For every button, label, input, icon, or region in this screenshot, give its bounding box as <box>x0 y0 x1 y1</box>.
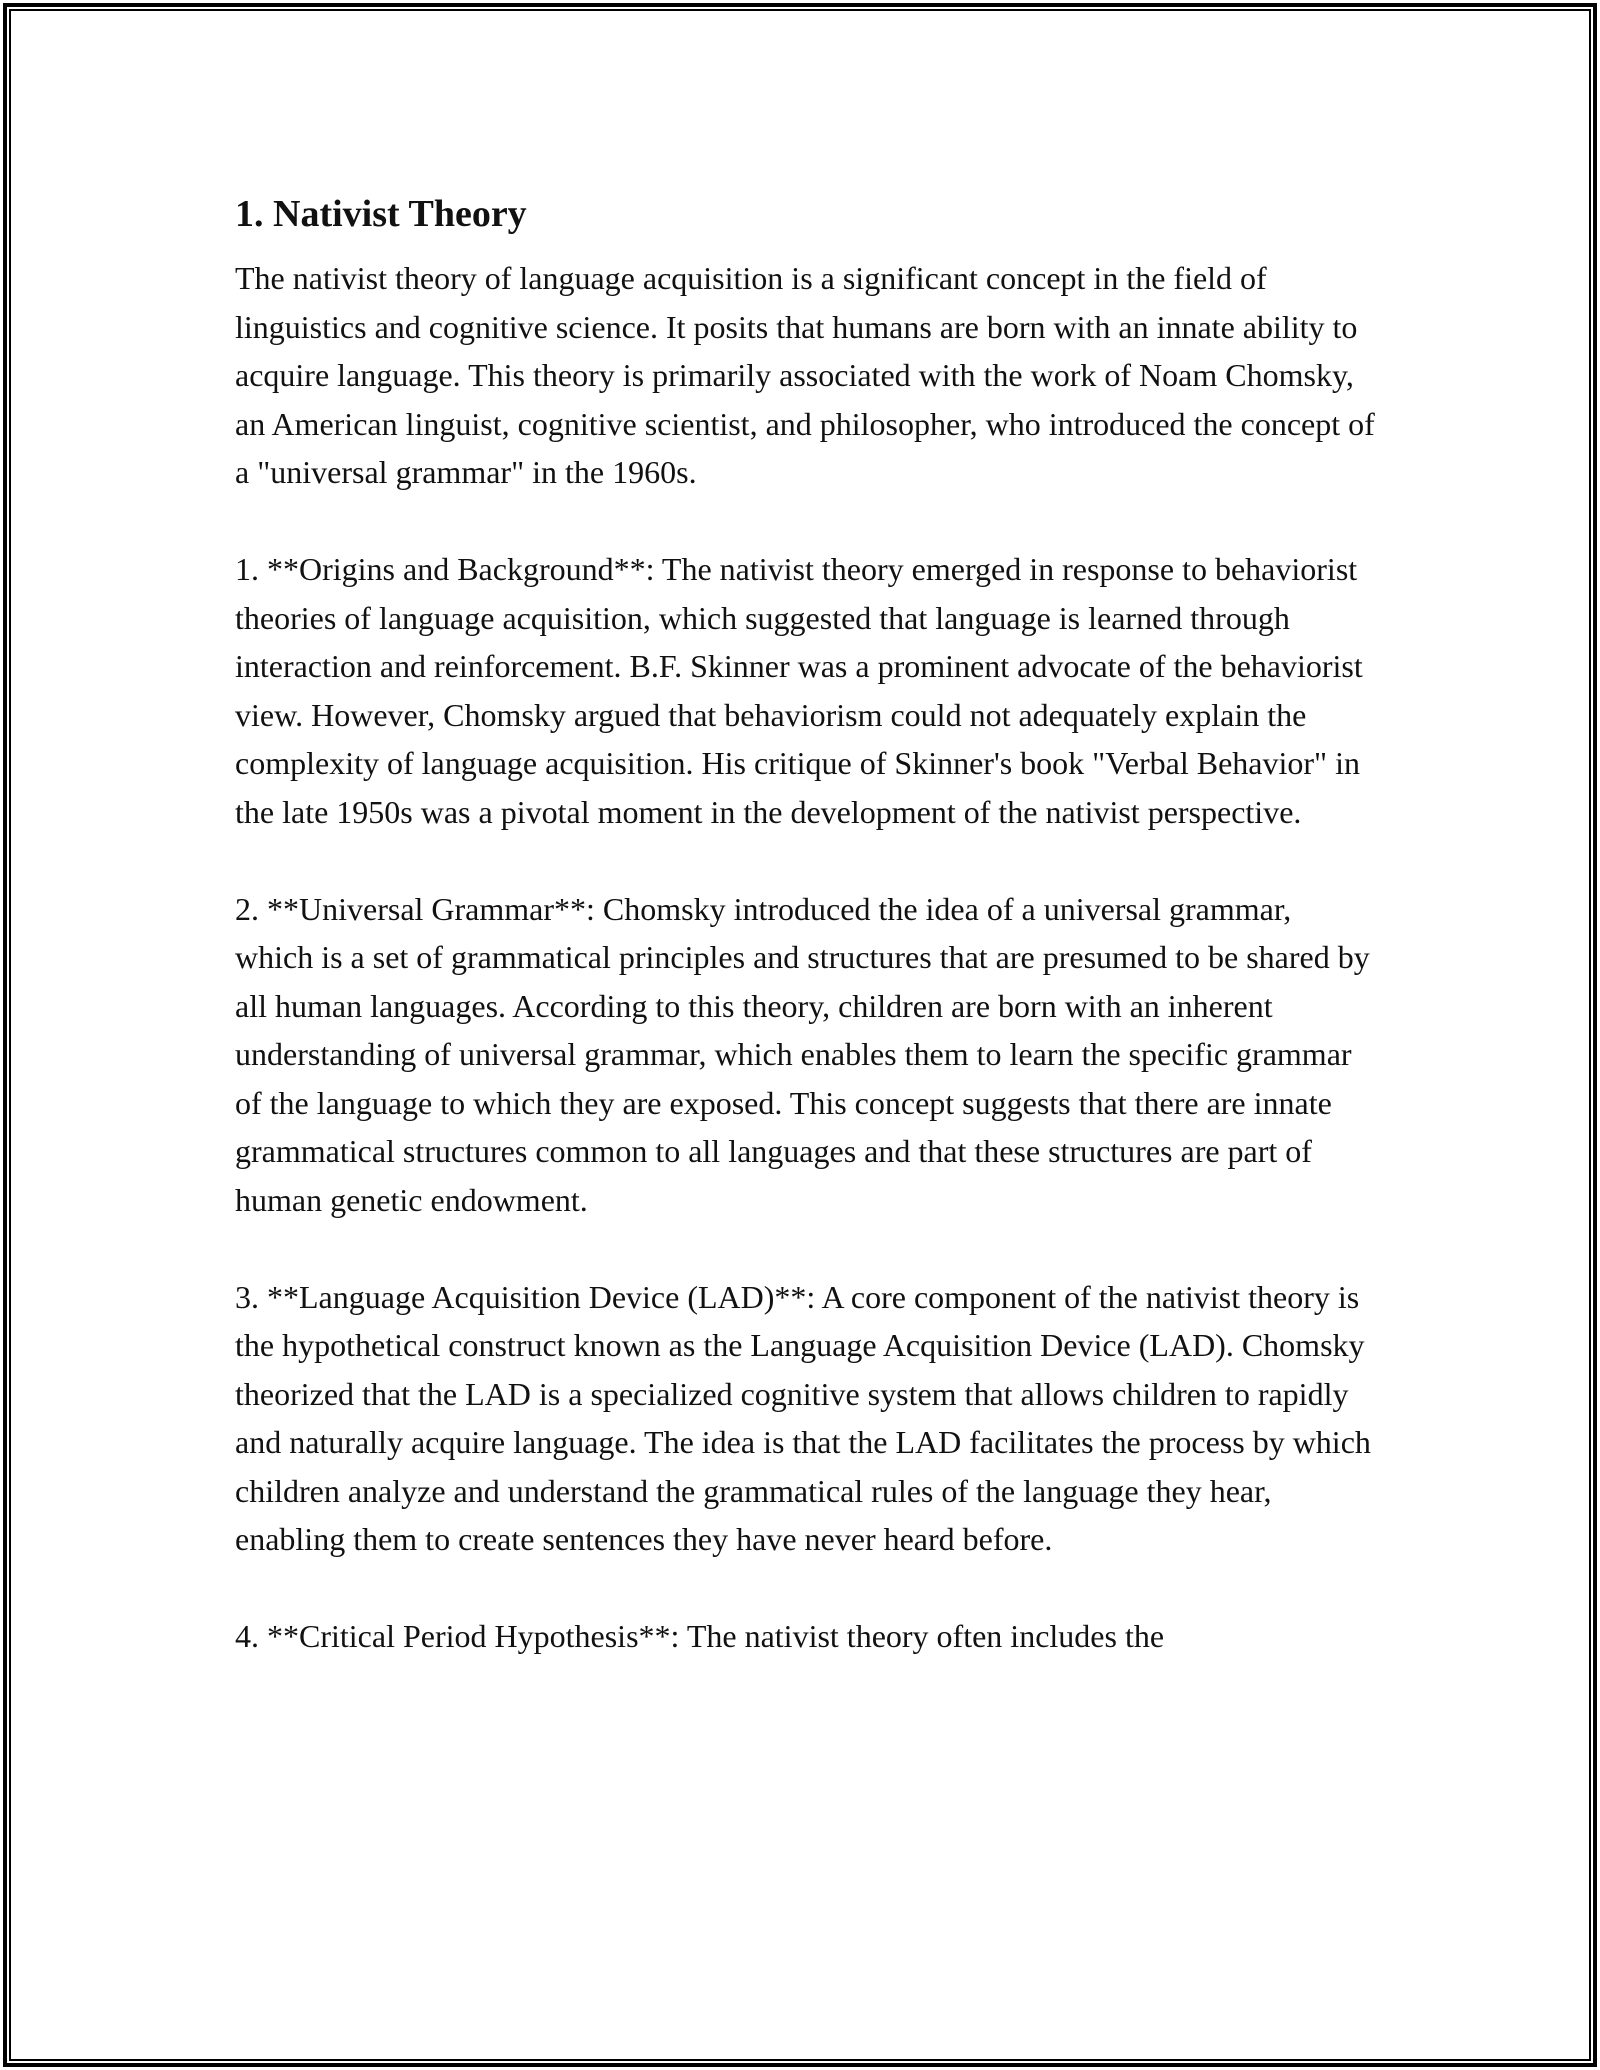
paragraph-spacer <box>235 497 1375 546</box>
lad-paragraph: 3. **Language Acquisition Device (LAD)**: A core component of the nativist theory is the hypothetical construct known as the Language Acquisition Device (LAD). Chomsky theorized that the LAD is a specialized cognitive system that allows children to rapidly and naturally acquire language. The idea is that the LAD facilitates the process by which children analyze and understand the grammatical rules of the language they hear, enabling them to create sentences they have never heard before. <box>235 1278 1371 1557</box>
critical-period-paragraph: 4. **Critical Period Hypothesis**: The nativist theory often includes the <box>235 1618 1165 1654</box>
intro-paragraph: The nativist theory of language acquisition is a significant concept in the field of linguistics and cognitive science. It posits that humans are born with an innate ability to acquire language. This theory is primarily associated with the work of Noam Chomsky, an American linguist, cognitive scientist, and philosopher, who introduced the concept of a "universal grammar" in the 1960s. <box>235 260 1375 490</box>
paragraph-spacer <box>235 1224 1375 1273</box>
paragraph-spacer <box>235 1564 1375 1613</box>
universal-grammar-paragraph: 2. **Universal Grammar**: Chomsky introduced the idea of a universal grammar, which is a set of grammatical principles and structures that are presumed to be shared by all human languages. According to this theory, children are born with an inherent understanding of universal grammar, which enables them to learn the specific grammar of the language to which they are exposed. This concept suggests that there are innate grammatical structures common to all languages and that these structures are part of human genetic endowment. <box>235 890 1370 1218</box>
section-heading: 1. Nativist Theory <box>235 193 527 235</box>
origins-paragraph: 1. **Origins and Background**: The nativist theory emerged in response to behaviorist theories of language acquisition, which suggested that language is learned through interaction and reinforcement. B.F. Skinner was a prominent advocate of the behaviorist view. However, Chomsky argued that behaviorism could not adequately explain the complexity of language acquisition. His critique of Skinner's book "Verbal Behavior" in the late 1950s was a pivotal moment in the development of the nativist perspective. <box>235 551 1363 830</box>
paragraph-spacer <box>235 836 1375 885</box>
document-body <box>235 186 1375 1661</box>
